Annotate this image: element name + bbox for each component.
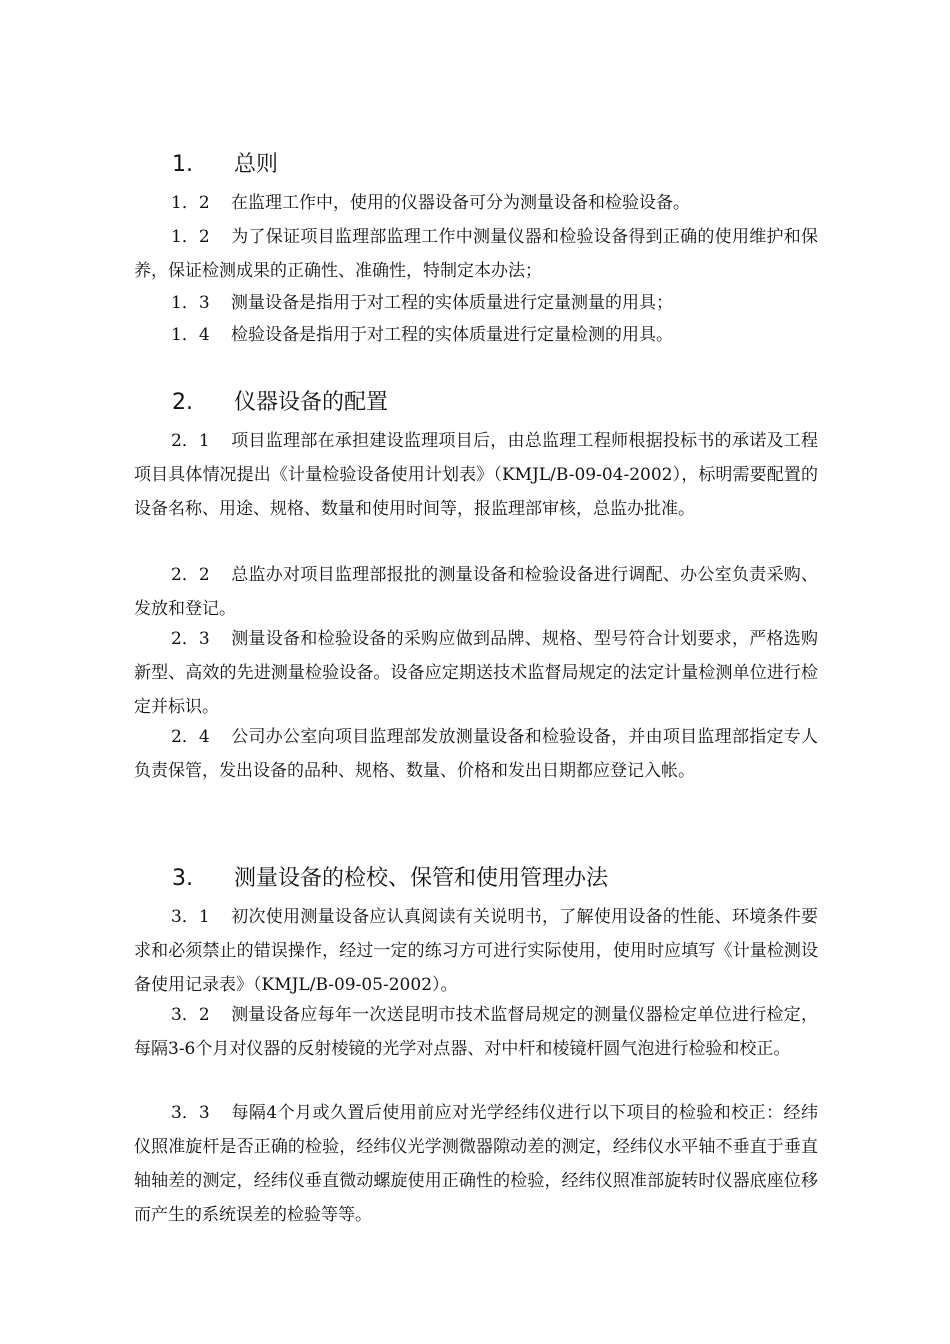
paragraph bbox=[134, 220, 818, 288]
paragraph-number: 1．4 bbox=[171, 325, 210, 345]
paragraph-number: 3．2 bbox=[171, 1005, 210, 1025]
section-heading-1 bbox=[172, 150, 278, 180]
paragraph-number: 1．2 bbox=[171, 227, 210, 247]
paragraph-number: 1．3 bbox=[171, 293, 210, 313]
paragraph-number: 2．3 bbox=[171, 629, 210, 649]
section-number: 2. bbox=[172, 390, 193, 415]
paragraph-text: 为了保证项目监理部监理工作中测量仪器和检验设备得到正确的使用维护和保养，保证检测成果的正确性、准确性，特制定本办法； bbox=[134, 227, 818, 281]
paragraph-number: 2．4 bbox=[171, 727, 210, 747]
paragraph-text: 初次使用测量设备应认真阅读有关说明书，了解使用设备的性能、环境条件要求和必须禁止的错误操作，经过一定的练习方可进行实际使用，使用时应填写《计量检测设备使用记录表》（KMJL/B-09-05-2002）。 bbox=[134, 907, 818, 995]
section-number: 3. bbox=[172, 866, 193, 891]
paragraph-text: 测量设备是指用于对工程的实体质量进行定量测量的用具； bbox=[231, 293, 673, 313]
section-title: 总则 bbox=[234, 152, 279, 177]
paragraph bbox=[134, 900, 818, 1002]
paragraph-number: 3．3 bbox=[171, 1103, 210, 1123]
paragraph-number: 3．1 bbox=[171, 907, 210, 927]
paragraph-number: 1．2 bbox=[171, 193, 210, 213]
section-heading-3 bbox=[172, 864, 608, 894]
paragraph-text: 总监办对项目监理部报批的测量设备和检验设备进行调配、办公室负责采购、发放和登记。 bbox=[134, 565, 818, 619]
paragraph-text: 公司办公室向项目监理部发放测量设备和检验设备，并由项目监理部指定专人负责保管，发出设备的品种、规格、数量、价格和发出日期都应登记入帐。 bbox=[134, 727, 818, 781]
paragraph-number: 2．1 bbox=[171, 431, 210, 451]
paragraph bbox=[134, 318, 818, 352]
paragraph bbox=[134, 558, 818, 626]
paragraph-number: 2．2 bbox=[171, 565, 210, 585]
paragraph bbox=[134, 186, 818, 220]
paragraph-text: 项目监理部在承担建设监理项目后，由总监理工程师根据投标书的承诺及工程项目具体情况提出《计量检验设备使用计划表》（KMJL/B-09-04-2002），标明需要配置的设备名称、用途、规格、数量和使用时间等，报监理部审核，总监办批准。 bbox=[134, 431, 818, 519]
paragraph bbox=[134, 286, 818, 320]
section-title: 仪器设备的配置 bbox=[234, 390, 389, 415]
paragraph-text: 测量设备应每年一次送昆明市技术监督局规定的测量仪器检定单位进行检定，每隔3-6个月对仪器的反射棱镜的光学对点器、对中杆和棱镜杆圆气泡进行检验和校正。 bbox=[134, 1005, 818, 1059]
paragraph bbox=[134, 720, 818, 788]
paragraph-text: 测量设备和检验设备的采购应做到品牌、规格、型号符合计划要求，严格选购新型、高效的先进测量检验设备。设备应定期送技术监督局规定的法定计量检测单位进行检定并标识。 bbox=[134, 629, 818, 717]
paragraph bbox=[134, 622, 818, 724]
paragraph bbox=[134, 424, 818, 526]
section-title: 测量设备的检校、保管和使用管理办法 bbox=[234, 866, 609, 891]
section-number: 1. bbox=[172, 152, 193, 177]
paragraph-text: 在监理工作中，使用的仪器设备可分为测量设备和检验设备。 bbox=[231, 193, 690, 213]
paragraph-text: 每隔4个月或久置后使用前应对光学经纬仪进行以下项目的检验和校正：经纬仪照准旋杆是否正确的检验，经纬仪光学测微器隙动差的测定，经纬仪水平轴不垂直于垂直轴轴差的测定，经纬仪垂直微动螺旋使用正确性的检验，经纬仪照准部旋转时仪器底座位移而产生的系统误差的检验等等。 bbox=[134, 1103, 818, 1225]
paragraph bbox=[134, 1096, 818, 1232]
paragraph bbox=[134, 998, 818, 1066]
paragraph-text: 检验设备是指用于对工程的实体质量进行定量检测的用具。 bbox=[231, 325, 673, 345]
section-heading-2 bbox=[172, 388, 388, 418]
